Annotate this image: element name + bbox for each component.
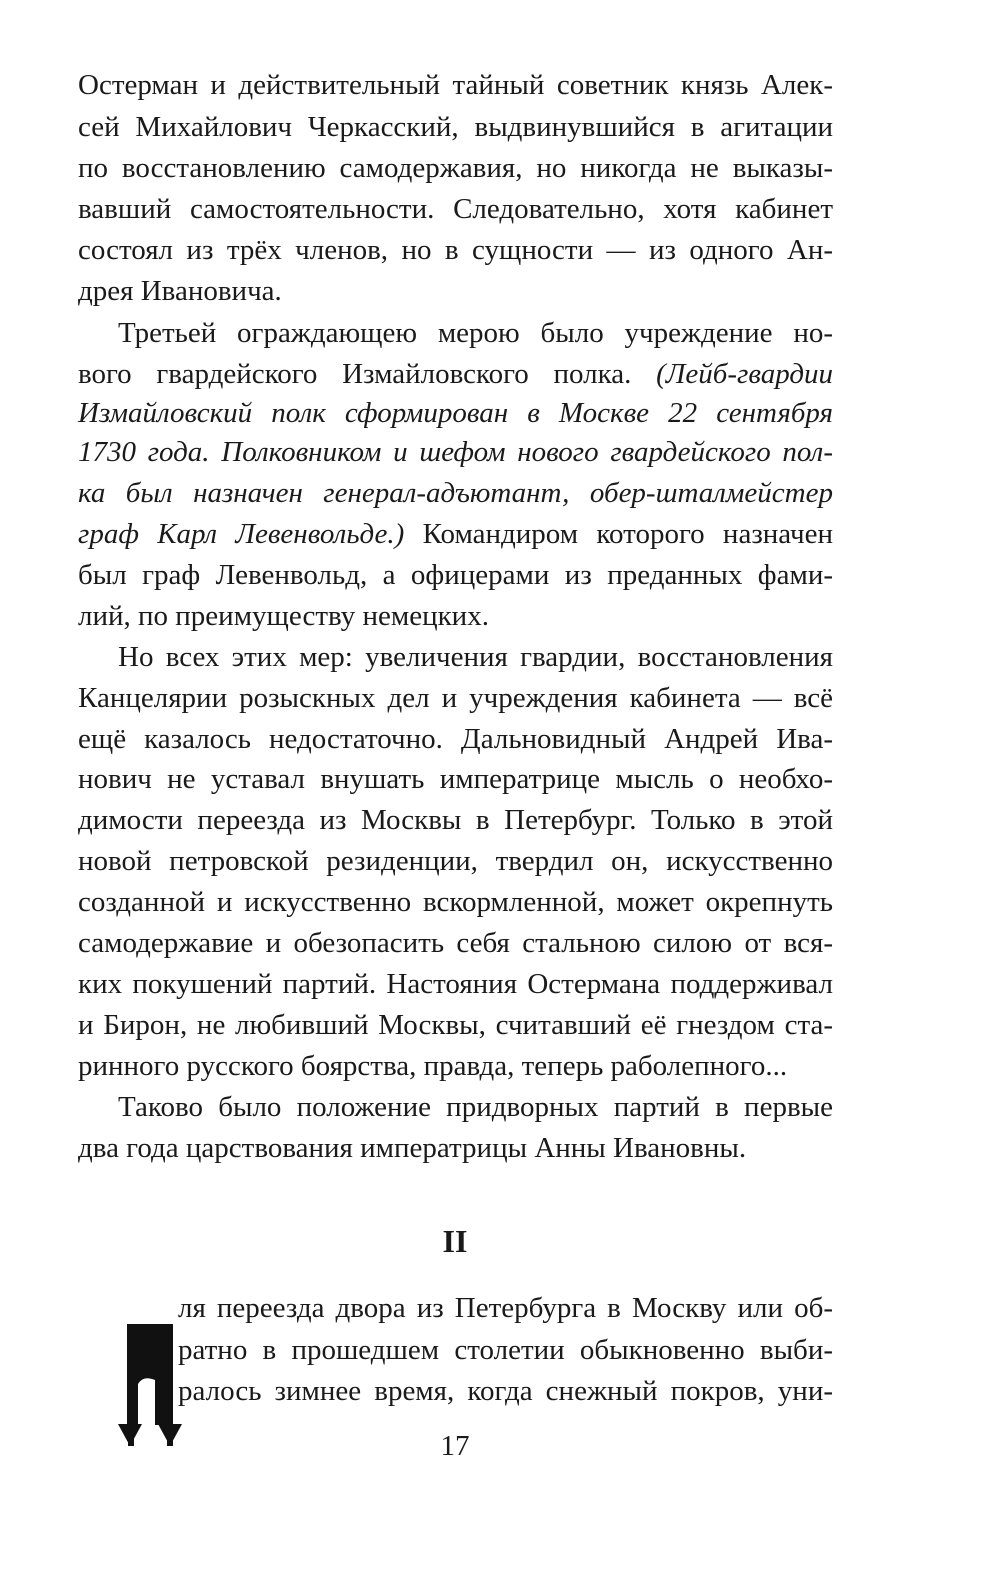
text-segment: сей Михайлович Черкасский, выдвинувшийся в агитации	[78, 111, 833, 143]
text-line	[78, 355, 833, 393]
text-segment: ля переезда двора из Петербурга в Москву или об-	[178, 1292, 833, 1324]
text-segment: Таково было положение придворных партий в первые	[118, 1091, 833, 1123]
text-line	[78, 272, 833, 310]
text-line	[78, 1129, 833, 1167]
text-segment: состоял из трёх членов, но в сущности — из одного Ан-	[78, 234, 833, 266]
text-line	[78, 394, 833, 432]
text-segment: Командиром которого назначен	[404, 518, 833, 550]
text-segment: ринного русского боярства, правда, теперь раболепного...	[78, 1050, 788, 1082]
text-segment: лий, по преимуществу немецких.	[78, 600, 489, 632]
text-segment: два года царствования императрицы Анны Ивановны.	[78, 1132, 747, 1164]
text-segment: ещё казалось недостаточно. Дальновидный Андрей Ива-	[78, 723, 833, 755]
text-segment: нович не уставал внушать императрице мысль о необхо-	[78, 763, 833, 795]
chapter-text-line	[178, 1372, 833, 1410]
text-segment: был граф Левенвольд, а офицерами из преданных фами-	[78, 559, 833, 591]
text-segment: дрея Ивановича.	[78, 275, 282, 307]
text-line	[78, 720, 833, 758]
text-segment: вого гвардейского Измайловского полка.	[78, 358, 657, 390]
chapter-heading: II	[442, 1223, 468, 1259]
text-segment: Остерман и действительный тайный советник князь Алек-	[78, 69, 833, 101]
text-line	[78, 679, 833, 717]
text-line	[78, 801, 833, 839]
text-line	[118, 638, 833, 676]
text-line	[78, 190, 833, 228]
text-line	[78, 597, 833, 635]
text-segment: самодержавие и обезопасить себя стальною силою от вся-	[78, 927, 833, 959]
text-line	[78, 149, 833, 187]
italic-note-text: граф Карл Левенвольде.)	[78, 518, 405, 550]
text-line	[78, 1006, 833, 1044]
text-line	[118, 1088, 833, 1126]
italic-note-text: 1730 года. Полковником и шефом нового гвардейского пол-	[78, 436, 833, 468]
text-segment: Третьей ограждающею мерою было учреждение но-	[118, 317, 833, 349]
text-segment: и Бирон, не любивший Москвы, считавший её гнездом ста-	[78, 1009, 833, 1041]
text-line	[78, 760, 833, 798]
text-line	[78, 231, 833, 269]
text-line	[78, 108, 833, 146]
text-segment: ратно в прошедшем столетии обыкновенно выби-	[178, 1334, 833, 1366]
text-line	[78, 515, 833, 553]
italic-note-text: Измайловский полк сформирован в Москве 22 сентября	[78, 397, 833, 429]
text-line	[78, 474, 833, 512]
text-line	[78, 965, 833, 1003]
italic-note-text: ка был назначен генерал-адъютант, обер-шталмейстер	[78, 477, 833, 509]
text-segment: ких покушений партий. Настояния Остермана поддерживал	[78, 968, 833, 1000]
text-line	[78, 883, 833, 921]
text-line	[78, 66, 833, 104]
chapter-text-line	[178, 1289, 833, 1327]
page-number: 17	[440, 1430, 470, 1462]
text-line	[118, 314, 833, 352]
text-segment: димости переезда из Москвы в Петербург. Только в этой	[78, 804, 833, 836]
text-segment: по восстановлению самодержавия, но никогда не выказы-	[78, 152, 833, 184]
text-segment: новой петровской резиденции, твердил он, искусственно	[78, 845, 833, 877]
text-line	[78, 433, 833, 471]
italic-note-text: (Лейб-гвардии	[656, 358, 833, 390]
text-segment: ралось зимнее время, когда снежный покров, уни-	[178, 1375, 833, 1407]
text-segment: Канцелярии розыскных дел и учреждения кабинета — всё	[78, 682, 833, 714]
text-line	[78, 556, 833, 594]
chapter-text-line	[178, 1331, 833, 1369]
text-line	[78, 842, 833, 880]
text-line	[78, 1047, 833, 1085]
text-segment: вавший самостоятельности. Следовательно, хотя кабинет	[78, 193, 833, 225]
text-segment: созданной и искусственно вскормленной, может окрепнуть	[78, 886, 833, 918]
text-segment: Но всех этих мер: увеличения гвардии, восстановления	[118, 641, 833, 673]
text-line	[78, 924, 833, 962]
